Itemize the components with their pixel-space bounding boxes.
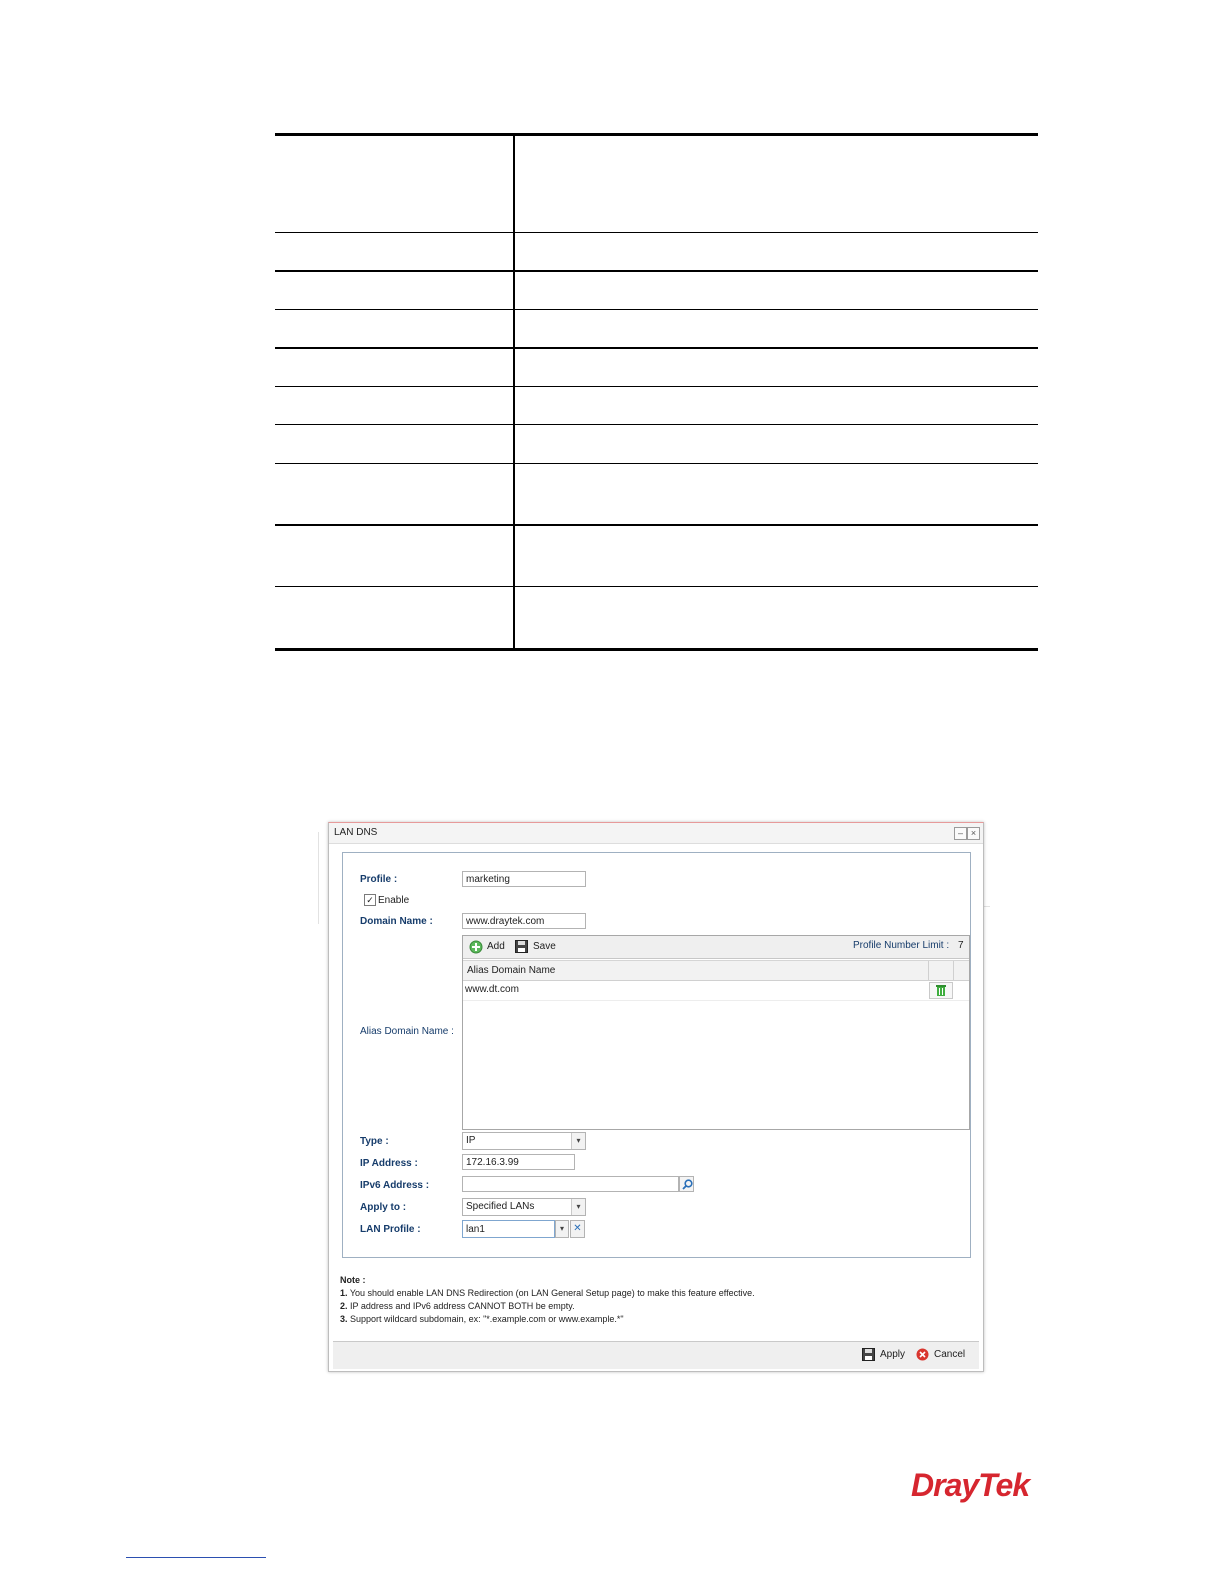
profile-input[interactable]: marketing (462, 871, 586, 887)
lan-dns-dialog (328, 822, 984, 1372)
alias-row-value: www.dt.com (465, 984, 519, 995)
clear-icon[interactable]: ✕ (570, 1220, 585, 1238)
table-rule (275, 648, 1038, 651)
save-icon (515, 940, 528, 953)
table-row[interactable] (463, 981, 969, 1001)
delete-row-button[interactable] (929, 982, 953, 999)
domain-name-input[interactable]: www.draytek.com (462, 913, 586, 929)
table-rule (275, 424, 1038, 425)
profile-label: Profile : (360, 874, 398, 885)
apply-to-select-value: Specified LANs (466, 1201, 535, 1212)
type-label: Type : (360, 1136, 389, 1147)
lan-profile-label: LAN Profile : (360, 1224, 421, 1235)
close-icon[interactable]: × (967, 827, 980, 840)
table-rule (275, 232, 1038, 233)
minimize-icon[interactable]: – (954, 827, 967, 840)
ip-address-label: IP Address : (360, 1158, 418, 1169)
apply-to-label: Apply to : (360, 1202, 407, 1213)
ip-address-input[interactable]: 172.16.3.99 (462, 1154, 575, 1170)
note-text: IP address and IPv6 address CANNOT BOTH be empty. (347, 1301, 575, 1311)
draytek-logo (911, 1467, 1029, 1504)
grid-toolbar (463, 936, 969, 959)
logo-text: Dray (911, 1467, 979, 1503)
note-number: 3. (340, 1314, 348, 1324)
note-title: Note : (340, 1275, 366, 1285)
grid-header-row (463, 960, 969, 981)
profile-number-limit-value: 7 (958, 940, 964, 951)
description-table (275, 133, 1038, 651)
search-icon (682, 1179, 693, 1190)
table-rule (275, 347, 1038, 349)
enable-checkbox[interactable]: ✓ (364, 894, 376, 906)
profile-number-limit-label: Profile Number Limit : (853, 940, 950, 951)
table-rule (275, 463, 1038, 464)
apply-button-label: Apply (880, 1349, 906, 1360)
dialog-title: LAN DNS (334, 827, 378, 838)
add-button-label: Add (487, 941, 505, 952)
table-rule (275, 524, 1038, 526)
trash-icon (936, 985, 946, 996)
type-select[interactable] (462, 1132, 586, 1150)
ipv6-search-button[interactable] (679, 1176, 694, 1192)
header-divider (953, 961, 954, 980)
table-rule (275, 309, 1038, 310)
cancel-icon (916, 1348, 929, 1361)
table-column-divider (513, 133, 515, 651)
table-rule (275, 270, 1038, 272)
alias-domain-grid (462, 935, 970, 1130)
header-divider (928, 961, 929, 980)
save-icon (862, 1348, 875, 1361)
ipv6-address-input[interactable] (462, 1176, 679, 1192)
chevron-down-icon[interactable]: ▾ (571, 1199, 585, 1215)
note-text: Support wildcard subdomain, ex: "*.example.com or www.example.*" (347, 1314, 624, 1324)
dialog-footer (333, 1341, 979, 1369)
ipv6-address-label: IPv6 Address : (360, 1180, 430, 1191)
chevron-down-icon[interactable]: ▾ (571, 1133, 585, 1149)
alias-domain-label: Alias Domain Name : (360, 1026, 454, 1037)
table-rule (275, 133, 1038, 136)
type-select-value: IP (466, 1135, 476, 1146)
note-line (340, 1301, 575, 1311)
cancel-button-label: Cancel (934, 1349, 966, 1360)
apply-to-select[interactable] (462, 1198, 586, 1216)
table-rule (275, 386, 1038, 387)
alias-column-header[interactable]: Alias Domain Name (467, 965, 556, 976)
chevron-down-icon[interactable]: ▾ (555, 1220, 569, 1238)
domain-name-label: Domain Name : (360, 916, 433, 927)
lan-profile-input[interactable]: lan1 (462, 1220, 555, 1238)
note-number: 2. (340, 1301, 348, 1311)
enable-label: Enable (378, 895, 410, 906)
add-icon (469, 940, 483, 954)
save-button-label: Save (533, 941, 556, 952)
dialog-titlebar[interactable] (329, 823, 983, 844)
note-text: You should enable LAN DNS Redirection (on LAN General Setup page) to make this feature effective. (347, 1288, 755, 1298)
note-line (340, 1288, 755, 1298)
note-number: 1. (340, 1288, 348, 1298)
logo-text: Tek (978, 1467, 1030, 1503)
footer-link-underline[interactable] (126, 1557, 266, 1558)
table-rule (275, 586, 1038, 587)
note-line (340, 1314, 624, 1324)
